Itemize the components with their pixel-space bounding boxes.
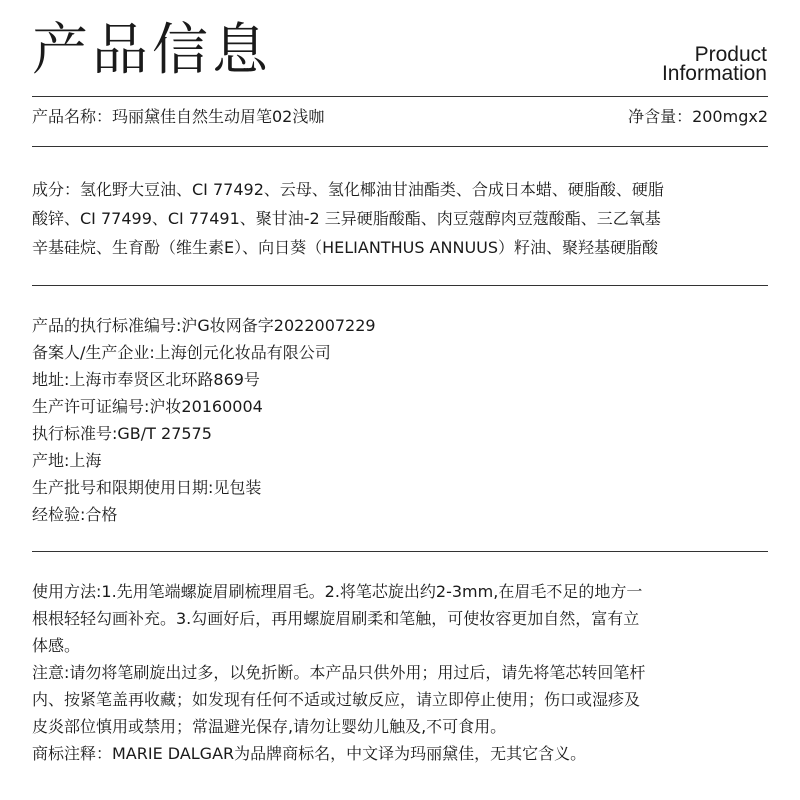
usage-block xyxy=(32,578,772,767)
ingredients-line: 辛基硅烷、生育酚（维生素E）、向日葵（HELIANTHUS ANNUUS）籽油、聚羟基硬脂酸 xyxy=(32,238,659,257)
divider xyxy=(32,146,768,147)
usage-line: 内、按紧笔盖再收藏；如发现有任何不适或过敏反应，请立即停止使用；伤口或湿疹及 xyxy=(32,690,641,709)
ingredients-block xyxy=(32,175,772,262)
page-title: 产品信息 xyxy=(32,18,272,83)
usage-line: 体感。 xyxy=(32,636,81,655)
product-name: 产品名称：玛丽黛佳自然生动眉笔02浅咖 xyxy=(32,107,325,126)
product-name-row xyxy=(32,103,768,131)
ingredients-line: 成分：氢化野大豆油、CI 77492、云母、氢化椰油甘油酯类、合成日本蜡、硬脂酸、硬脂 xyxy=(32,180,664,199)
subtitle-line-1: Product xyxy=(694,43,767,66)
usage-line: 使用方法:1.先用笔端螺旋眉刷梳理眉毛。2.将笔芯旋出约2-3mm,在眉毛不足的地方一 xyxy=(32,582,643,601)
regulatory-line: 经检验:合格 xyxy=(32,505,118,524)
usage-line: 皮炎部位慎用或禁用；常温避光保存,请勿让婴幼儿触及,不可食用。 xyxy=(32,717,507,736)
divider xyxy=(32,96,768,97)
usage-line: 注意:请勿将笔刷旋出过多，以免折断。本产品只供外用；用过后，请先将笔芯转回笔杆 xyxy=(32,663,646,682)
regulatory-line: 备案人/生产企业:上海创元化妆品有限公司 xyxy=(32,343,331,362)
subtitle-line-2: Information xyxy=(661,62,767,85)
usage-line: 商标注释：MARIE DALGAR为品牌商标名，中文译为玛丽黛佳，无其它含义。 xyxy=(32,744,587,763)
regulatory-line: 生产许可证编号:沪妆20160004 xyxy=(32,397,263,416)
regulatory-line: 产地:上海 xyxy=(32,451,102,470)
usage-line: 根根轻轻勾画补充。3.勾画好后，再用螺旋眉刷柔和笔触，可使妆容更加自然，富有立 xyxy=(32,609,640,628)
regulatory-line: 生产批号和限期使用日期:见包装 xyxy=(32,478,262,497)
regulatory-line: 执行标准号:GB/T 27575 xyxy=(32,424,212,443)
net-content: 净含量：200mgx2 xyxy=(628,107,768,126)
ingredients-line: 酸锌、CI 77499、CI 77491、聚甘油-2 三异硬脂酸酯、肉豆蔻醇肉豆蔻酸酯、三乙氧基 xyxy=(32,209,661,228)
page-subtitle-en xyxy=(662,45,767,83)
regulatory-line: 地址:上海市奉贤区北环路869号 xyxy=(32,370,260,389)
regulatory-line: 产品的执行标准编号:沪G妆网备字2022007229 xyxy=(32,316,376,335)
regulatory-block xyxy=(32,312,772,528)
divider xyxy=(32,285,768,286)
divider xyxy=(32,551,768,552)
